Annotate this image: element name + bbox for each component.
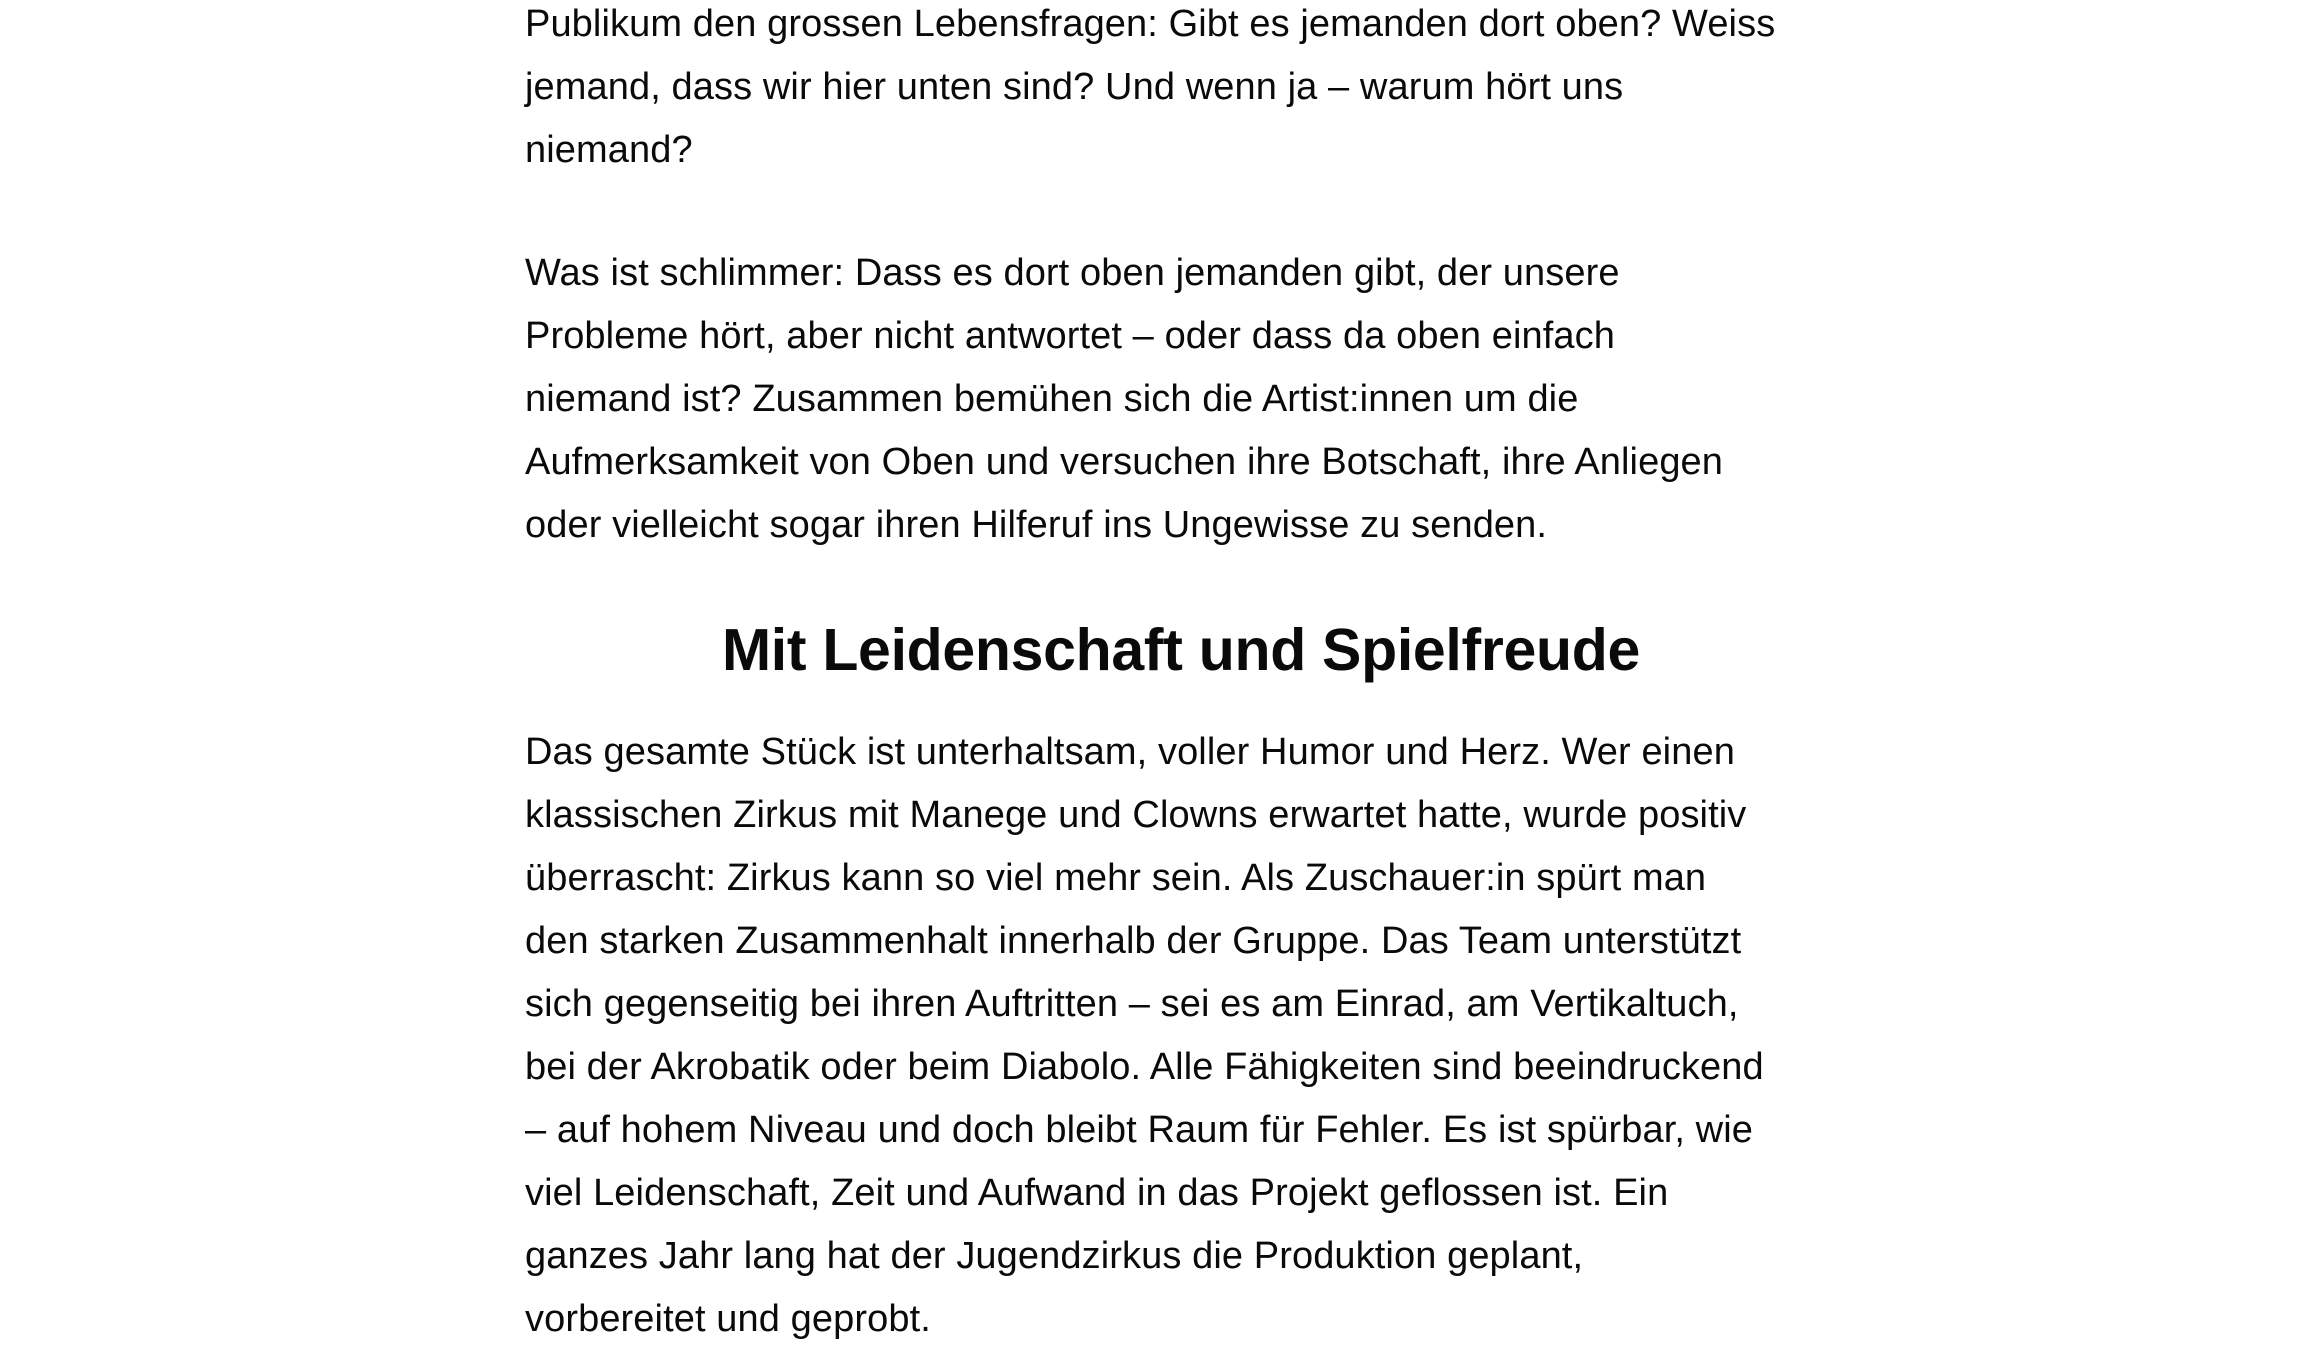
article-paragraph: Publikum den grossen Lebensfragen: Gibt es jemanden dort oben? Weiss jemand, dass wir hier unten sind? Und wenn ja – warum hört uns niemand? (525, 3, 1776, 171)
article-paragraph: Was ist schlimmer: Dass es dort oben jemanden gibt, der unsere Probleme hört, aber nicht antwortet – oder dass da oben einfach niemand ist? Zusammen bemühen sich die Artist:innen um die Aufmerksamkeit von Oben und versuchen ihre Botschaft, ihre Anliegen oder vielleicht sogar ihren Hilferuf ins Ungewisse zu senden. (525, 252, 1724, 546)
section-heading: Mit Leidenschaft und Spielfreude (721, 617, 1641, 683)
article-paragraph: Das gesamte Stück ist unterhaltsam, voller Humor und Herz. Wer einen klassischen Zirkus mit Manege und Clowns erwartet hatte, wurde positiv überrascht: Zirkus kann so viel mehr sein. Als Zuschauer:in spürt man den starken Zusammenhalt innerhalb der Gruppe. Das Team unterstützt sich gegenseitig bei ihren Auftritten – sei es am Einrad, am Vertikaltuch, bei der Akrobatik oder beim Diabolo. Alle Fähigkeiten sind beeindruckend – auf hohem Niveau und doch bleibt Raum für Fehler. Es ist spürbar, wie viel Leidenschaft, Zeit und Aufwand in das Projekt geflossen ist. Ein ganzes Jahr lang hat der Jugendzirkus die Produktion geplant, vorbereitet und geprobt. (525, 731, 1764, 1340)
